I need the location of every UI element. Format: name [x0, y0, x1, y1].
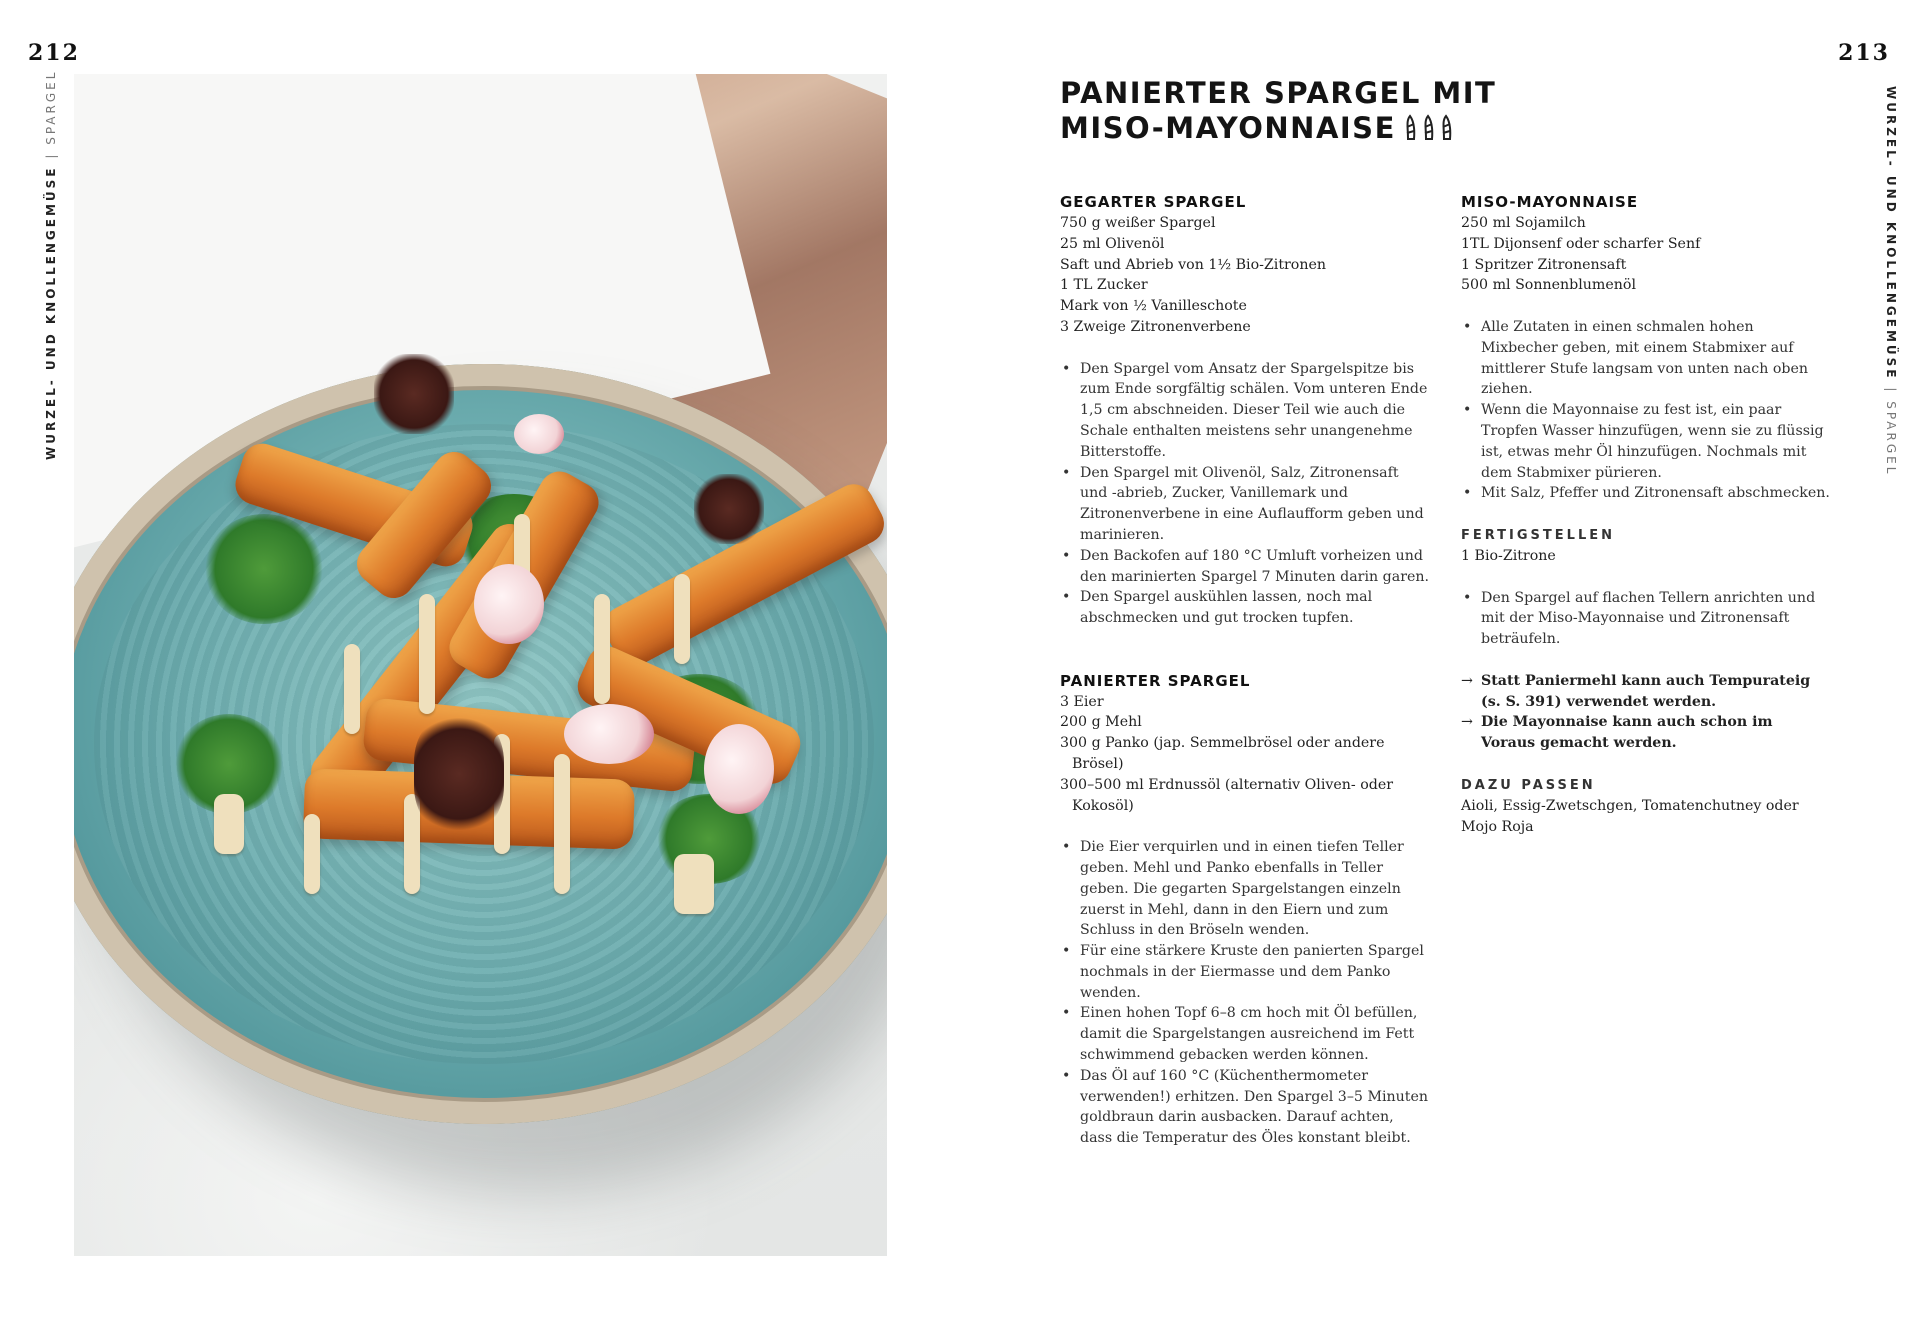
section-name: SPARGEL — [44, 69, 58, 145]
section-heading-panierter-spargel: PANIERTER SPARGEL — [1060, 671, 1251, 690]
section-heading-gegarter-spargel: GEGARTER SPARGEL — [1060, 193, 1247, 211]
photo-radish-slice — [474, 564, 544, 644]
recipe-column-left — [1060, 192, 1430, 1149]
ingredient-item: 1 Bio-Zitrone — [1461, 547, 1556, 564]
section-name: SPARGEL — [1884, 401, 1898, 477]
section-heading-dazu-passen: DAZU PASSEN — [1461, 777, 1596, 793]
photo-radish-slice — [704, 724, 774, 814]
recipe-tips — [1461, 671, 1831, 754]
ingredient-item: 200 g Mehl — [1060, 714, 1142, 731]
chapter-name: WURZEL- UND KNOLLENGEMÜSE — [1884, 86, 1898, 381]
ingredients-miso-mayonnaise — [1461, 213, 1831, 296]
photo-mayo-drizzle — [344, 644, 360, 734]
step-item: • Den Spargel auf flachen Tellern anrichten und mit der Miso-Mayonnaise und Zitronensaft beträufeln. — [1461, 588, 1831, 650]
step-item: • Den Spargel mit Olivenöl, Salz, Zitronensaft und -abrieb, Zucker, Vanillemark und Zitronenverbene in eine Auflaufform geben und marinieren. — [1060, 463, 1430, 546]
step-item: • Den Spargel auskühlen lassen, noch mal abschmecken und gut trocken tupfen. — [1060, 587, 1430, 629]
step-item: • Das Öl auf 160 °C (Küchenthermometer verwenden!) erhitzen. Den Spargel 3–5 Minuten goldbraun darin ausbacken. Darauf achten, dass die Temperatur des Öles konstant bleibt. — [1060, 1066, 1430, 1149]
photo-mayo-drizzle — [674, 574, 690, 664]
tip-item: → Statt Paniermehl kann auch Tempurateig (s. S. 391) verwendet werden. — [1461, 671, 1831, 713]
step-item: • Wenn die Mayonnaise zu fest ist, ein paar Tropfen Wasser hinzufügen, wenn sie zu flüssig ist, etwas mehr Öl hinzufügen. Nochmals mit dem Stabmixer pürieren. — [1461, 400, 1831, 483]
food-photo — [74, 74, 887, 1256]
steps-gegarter-spargel — [1060, 359, 1430, 629]
chapter-label-left — [44, 69, 58, 460]
photo-mayo-drizzle — [674, 854, 714, 914]
chapter-separator: | — [44, 151, 58, 159]
ingredients-panierter-spargel — [1060, 692, 1430, 817]
page-number-right: 213 — [1838, 40, 1890, 66]
dazu-passen-text: Aioli, Essig-Zwetschgen, Tomatenchutney oder Mojo Roja — [1461, 797, 1799, 835]
photo-radish-slice — [564, 704, 654, 764]
photo-mayo-drizzle — [214, 794, 244, 854]
ingredient-item: 1 TL Zucker — [1060, 277, 1148, 294]
section-heading-miso-mayonnaise: MISO-MAYONNAISE — [1461, 193, 1639, 211]
section-heading-fertigstellen: FERTIGSTELLEN — [1461, 527, 1616, 543]
ingredient-item: Saft und Abrieb von 1½ Bio-Zitronen — [1060, 256, 1327, 273]
photo-seaweed — [414, 714, 504, 834]
ingredient-item: Mark von ½ Vanilleschote — [1060, 298, 1247, 315]
ingredient-item: 25 ml Olivenöl — [1060, 235, 1165, 252]
step-item: • Einen hohen Topf 6–8 cm hoch mit Öl befüllen, damit die Spargelstangen ausreichend im Fett schwimmend gebacken werden können. — [1060, 1003, 1430, 1065]
step-item: • Den Backofen auf 180 °C Umluft vorheizen und den marinierten Spargel 7 Minuten darin garen. — [1060, 546, 1430, 588]
step-item: • Mit Salz, Pfeffer und Zitronensaft abschmecken. — [1461, 483, 1831, 504]
step-item: • Für eine stärkere Kruste den panierten Spargel nochmals in der Eiermasse und dem Panko wenden. — [1060, 941, 1430, 1003]
steps-miso-mayonnaise — [1461, 317, 1831, 504]
ingredients-gegarter-spargel — [1060, 213, 1430, 338]
chapter-name: WURZEL- UND KNOLLENGEMÜSE — [44, 165, 58, 460]
step-item: • Den Spargel vom Ansatz der Spargelspitze bis zum Ende sorgfältig schälen. Vom unteren Ende 1,5 cm abschneiden. Dieser Teil wie auch die Schale enthalten meistens sehr unangenehme Bitterstoffe. — [1060, 359, 1430, 463]
recipe-title-line-2-text: MISO-MAYONNAISE — [1060, 111, 1396, 145]
ingredient-item: 1TL Dijonsenf oder scharfer Senf — [1461, 235, 1701, 252]
recipe-title-line-1: PANIERTER SPARGEL MIT — [1060, 76, 1497, 110]
ingredient-item: 3 Eier — [1060, 693, 1104, 710]
three-asparagus-difficulty-icon — [1404, 113, 1462, 149]
ingredients-fertigstellen — [1461, 546, 1831, 567]
photo-mayo-drizzle — [594, 594, 610, 704]
ingredient-item: 3 Zweige Zitronenverbene — [1060, 318, 1251, 335]
photo-radish-slice — [514, 414, 564, 454]
step-item: • Alle Zutaten in einen schmalen hohen Mixbecher geben, mit einem Stabmixer auf mittlerer Stufe langsam von unten nach oben ziehen. — [1461, 317, 1831, 400]
ingredient-item: 300 g Panko (jap. Semmelbrösel oder andere Brösel) — [1060, 735, 1385, 772]
photo-mayo-drizzle — [304, 814, 320, 894]
chapter-separator: | — [1884, 387, 1898, 395]
ingredient-item: 300–500 ml Erdnussöl (alternativ Oliven- oder Kokosöl) — [1060, 776, 1394, 814]
page-number-left: 212 — [28, 40, 80, 66]
photo-seaweed — [374, 354, 454, 434]
ingredient-item: 500 ml Sonnenblumenöl — [1461, 277, 1636, 294]
ingredient-item: 1 Spritzer Zitronensaft — [1461, 256, 1627, 273]
photo-herb — [204, 514, 324, 624]
recipe-title-line-2 — [1060, 111, 1496, 149]
photo-mayo-drizzle — [419, 594, 435, 714]
photo-seaweed — [694, 474, 764, 544]
steps-fertigstellen — [1461, 588, 1831, 650]
recipe-title — [1060, 76, 1496, 149]
ingredient-item: 250 ml Sojamilch — [1461, 215, 1586, 231]
steps-panierter-spargel — [1060, 837, 1430, 1149]
step-item: • Die Eier verquirlen und in einen tiefen Teller geben. Mehl und Panko ebenfalls in Teller geben. Die gegarten Spargelstangen einzeln zuerst in Mehl, dann in den Eiern und zum Schluss in den Bröseln wenden. — [1060, 837, 1430, 941]
photo-mayo-drizzle — [554, 754, 570, 894]
tip-item: → Die Mayonnaise kann auch schon im Voraus gemacht werden. — [1461, 712, 1831, 754]
chapter-label-right — [1884, 86, 1898, 476]
ingredient-item: 750 g weißer Spargel — [1060, 215, 1216, 231]
recipe-column-right — [1461, 192, 1831, 837]
